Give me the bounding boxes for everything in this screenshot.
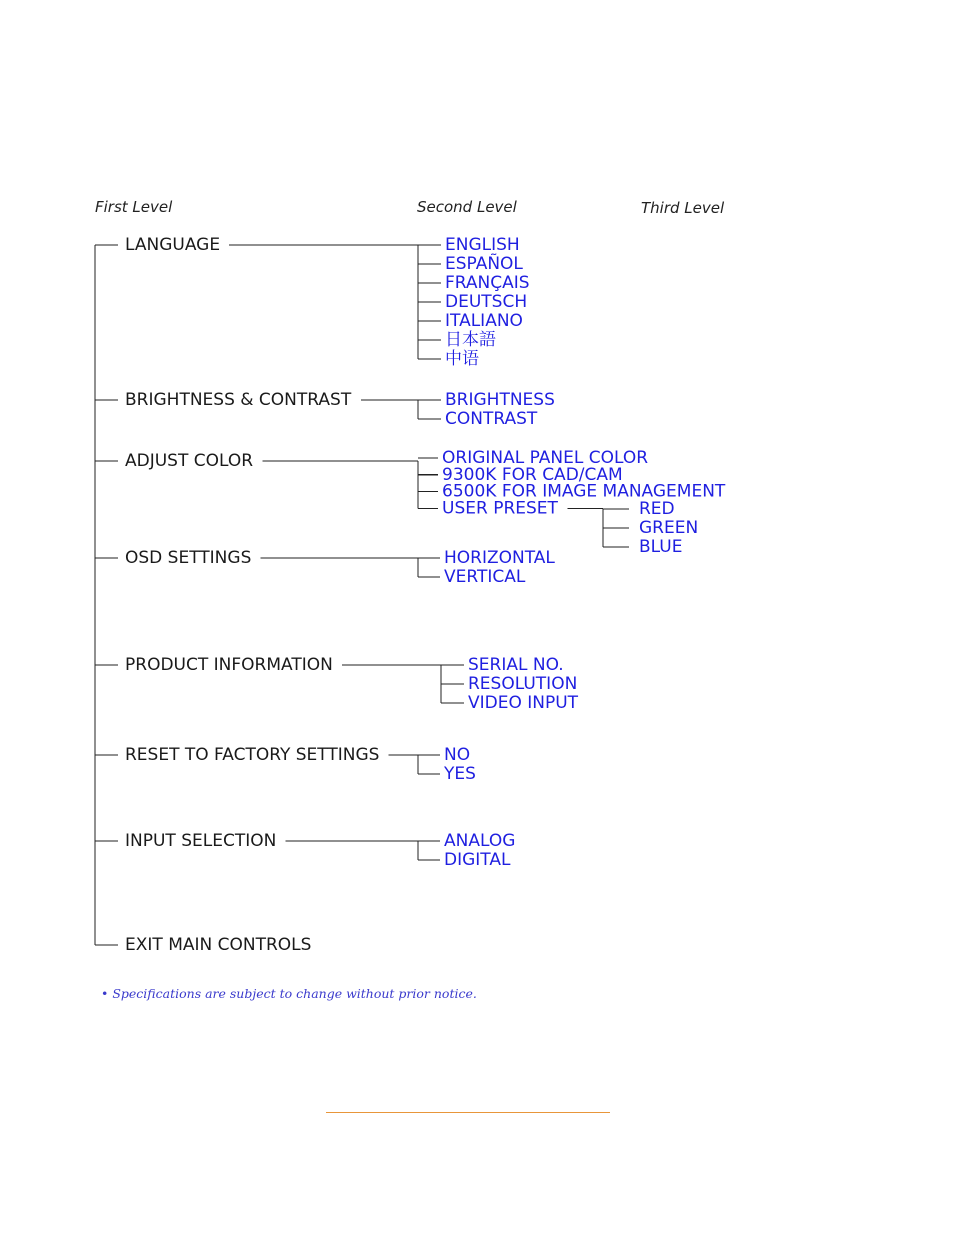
menu-item-reset-factory: RESET TO FACTORY SETTINGS [125, 745, 380, 765]
submenu-item-input-selection-1: DIGITAL [444, 850, 511, 870]
bottom-divider [326, 1112, 610, 1113]
submenu-item-product-information-1: RESOLUTION [468, 674, 578, 694]
menu-item-input-selection: INPUT SELECTION [125, 831, 277, 851]
submenu-item-osd-settings-1: VERTICAL [444, 567, 526, 587]
menu-item-product-information: PRODUCT INFORMATION [125, 655, 333, 675]
tree-labels [125, 235, 726, 955]
footnote: • Specifications are subject to change without prior notice. [101, 986, 477, 1001]
submenu-item-language-4: ITALIANO [445, 311, 523, 331]
menu-item-brightness-contrast: BRIGHTNESS & CONTRAST [125, 390, 352, 410]
third-level-item-1: GREEN [639, 518, 699, 538]
submenu-item-adjust-color-3: USER PRESET [442, 498, 558, 519]
submenu-item-reset-factory-1: YES [444, 764, 476, 784]
submenu-item-product-information-0: SERIAL NO. [468, 655, 564, 675]
menu-item-adjust-color: ADJUST COLOR [125, 451, 254, 471]
submenu-item-adjust-color-2: 6500K FOR IMAGE MANAGEMENT [442, 481, 726, 502]
header-third-level: Third Level [641, 199, 725, 217]
submenu-item-language-1: ESPAÑOL [445, 254, 523, 274]
submenu-item-brightness-contrast-0: BRIGHTNESS [445, 390, 555, 410]
submenu-item-adjust-color-1: 9300K FOR CAD/CAM [442, 464, 623, 485]
third-level-item-2: BLUE [639, 537, 683, 557]
menu-item-exit-main-controls: EXIT MAIN CONTROLS [125, 935, 312, 955]
submenu-item-brightness-contrast-1: CONTRAST [445, 409, 538, 429]
header-first-level: First Level [95, 198, 173, 216]
submenu-item-language-0: ENGLISH [445, 235, 520, 255]
header-second-level: Second Level [417, 198, 517, 216]
submenu-item-language-2: FRANÇAIS [445, 273, 530, 293]
menu-item-language: LANGUAGE [125, 235, 221, 255]
submenu-item-input-selection-0: ANALOG [444, 831, 516, 851]
menu-item-osd-settings: OSD SETTINGS [125, 548, 252, 568]
submenu-item-product-information-2: VIDEO INPUT [468, 693, 579, 713]
submenu-item-reset-factory-0: NO [444, 745, 471, 765]
submenu-item-osd-settings-0: HORIZONTAL [444, 548, 555, 568]
submenu-item-language-5: 日本語 [445, 330, 496, 350]
submenu-item-language-3: DEUTSCH [445, 292, 528, 312]
submenu-item-language-6: 中语 [445, 349, 479, 369]
submenu-item-adjust-color-0: ORIGINAL PANEL COLOR [442, 448, 649, 468]
third-level-item-0: RED [639, 499, 675, 519]
